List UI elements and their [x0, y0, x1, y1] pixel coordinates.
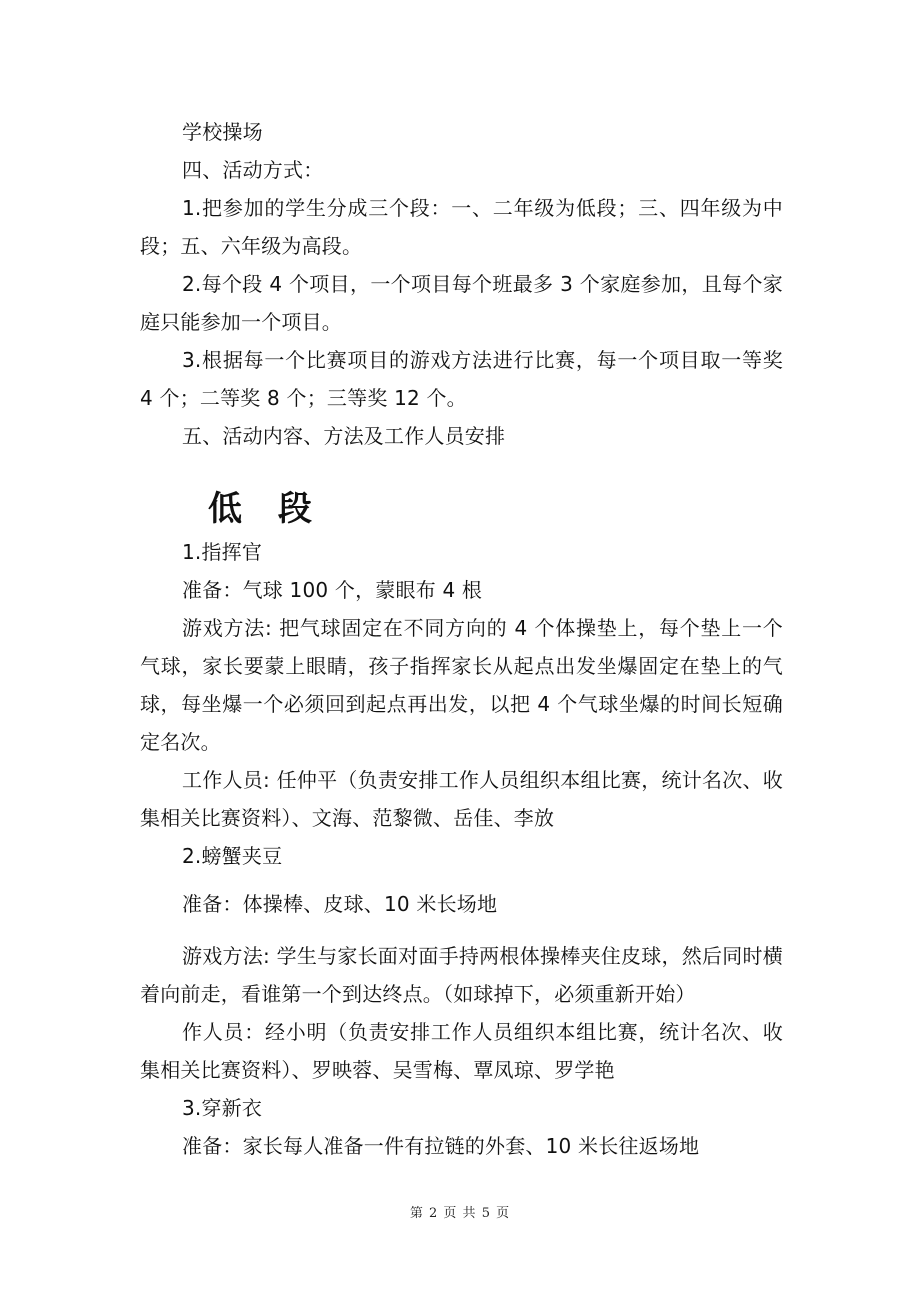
low-grade-heading: 低 段 — [208, 489, 324, 529]
method-point-1: 1.把参加的学生分成三个段：一、二年级为低段；三、四年级为中段；五、六年级为高段。 — [140, 196, 783, 258]
page-footer: 第 2 页 共 5 页 — [409, 1206, 511, 1221]
document-body — [140, 113, 783, 1165]
item-1-preparation: 准备：气球 100 个，蒙眼布 4 根 — [182, 578, 483, 602]
item-2-preparation: 准备：体操棒、皮球、10 米长场地 — [182, 892, 498, 916]
method-point-3: 3.根据每一个比赛项目的游戏方法进行比赛，每一个项目取一等奖 4 个；二等奖 8 个；三等奖 12 个。 — [140, 348, 783, 410]
section-five-heading: 五、活动内容、方法及工作人员安排 — [182, 424, 506, 448]
method-point-2: 2.每个段 4 个项目，一个项目每个班最多 3 个家庭参加，且每个家庭只能参加一个项目。 — [140, 272, 783, 334]
item-1-title: 1.指挥官 — [182, 540, 263, 564]
item-2-staff: 作人员：经小明（负责安排工作人员组织本组比赛，统计名次、收集相关比赛资料）、罗映蓉、吴雪梅、覃凤琼、罗学艳 — [140, 1020, 783, 1082]
location-line: 学校操场 — [182, 120, 263, 144]
item-3-title: 3.穿新衣 — [182, 1096, 263, 1120]
item-1-staff: 工作人员: 任仲平（负责安排工作人员组织本组比赛，统计名次、收集相关比赛资料）、文海、范黎微、岳佳、李放 — [140, 768, 783, 830]
item-2-title: 2.螃蟹夹豆 — [182, 844, 283, 868]
item-2-method: 游戏方法: 学生与家长面对面手持两根体操棒夹住皮球，然后同时横着向前走，看谁第一个到达终点。（如球掉下，必须重新开始） — [140, 944, 783, 1006]
section-four-heading: 四、活动方式： — [182, 158, 324, 182]
item-3-preparation: 准备：家长每人准备一件有拉链的外套、10 米长往返场地 — [182, 1134, 700, 1158]
item-1-method: 游戏方法: 把气球固定在不同方向的 4 个体操垫上，每个垫上一个气球，家长要蒙上眼睛，孩子指挥家长从起点出发坐爆固定在垫上的气球，每坐爆一个必须回到起点再出发，以把 4 个气球坐爆的时间长短确定名次。 — [140, 616, 783, 754]
